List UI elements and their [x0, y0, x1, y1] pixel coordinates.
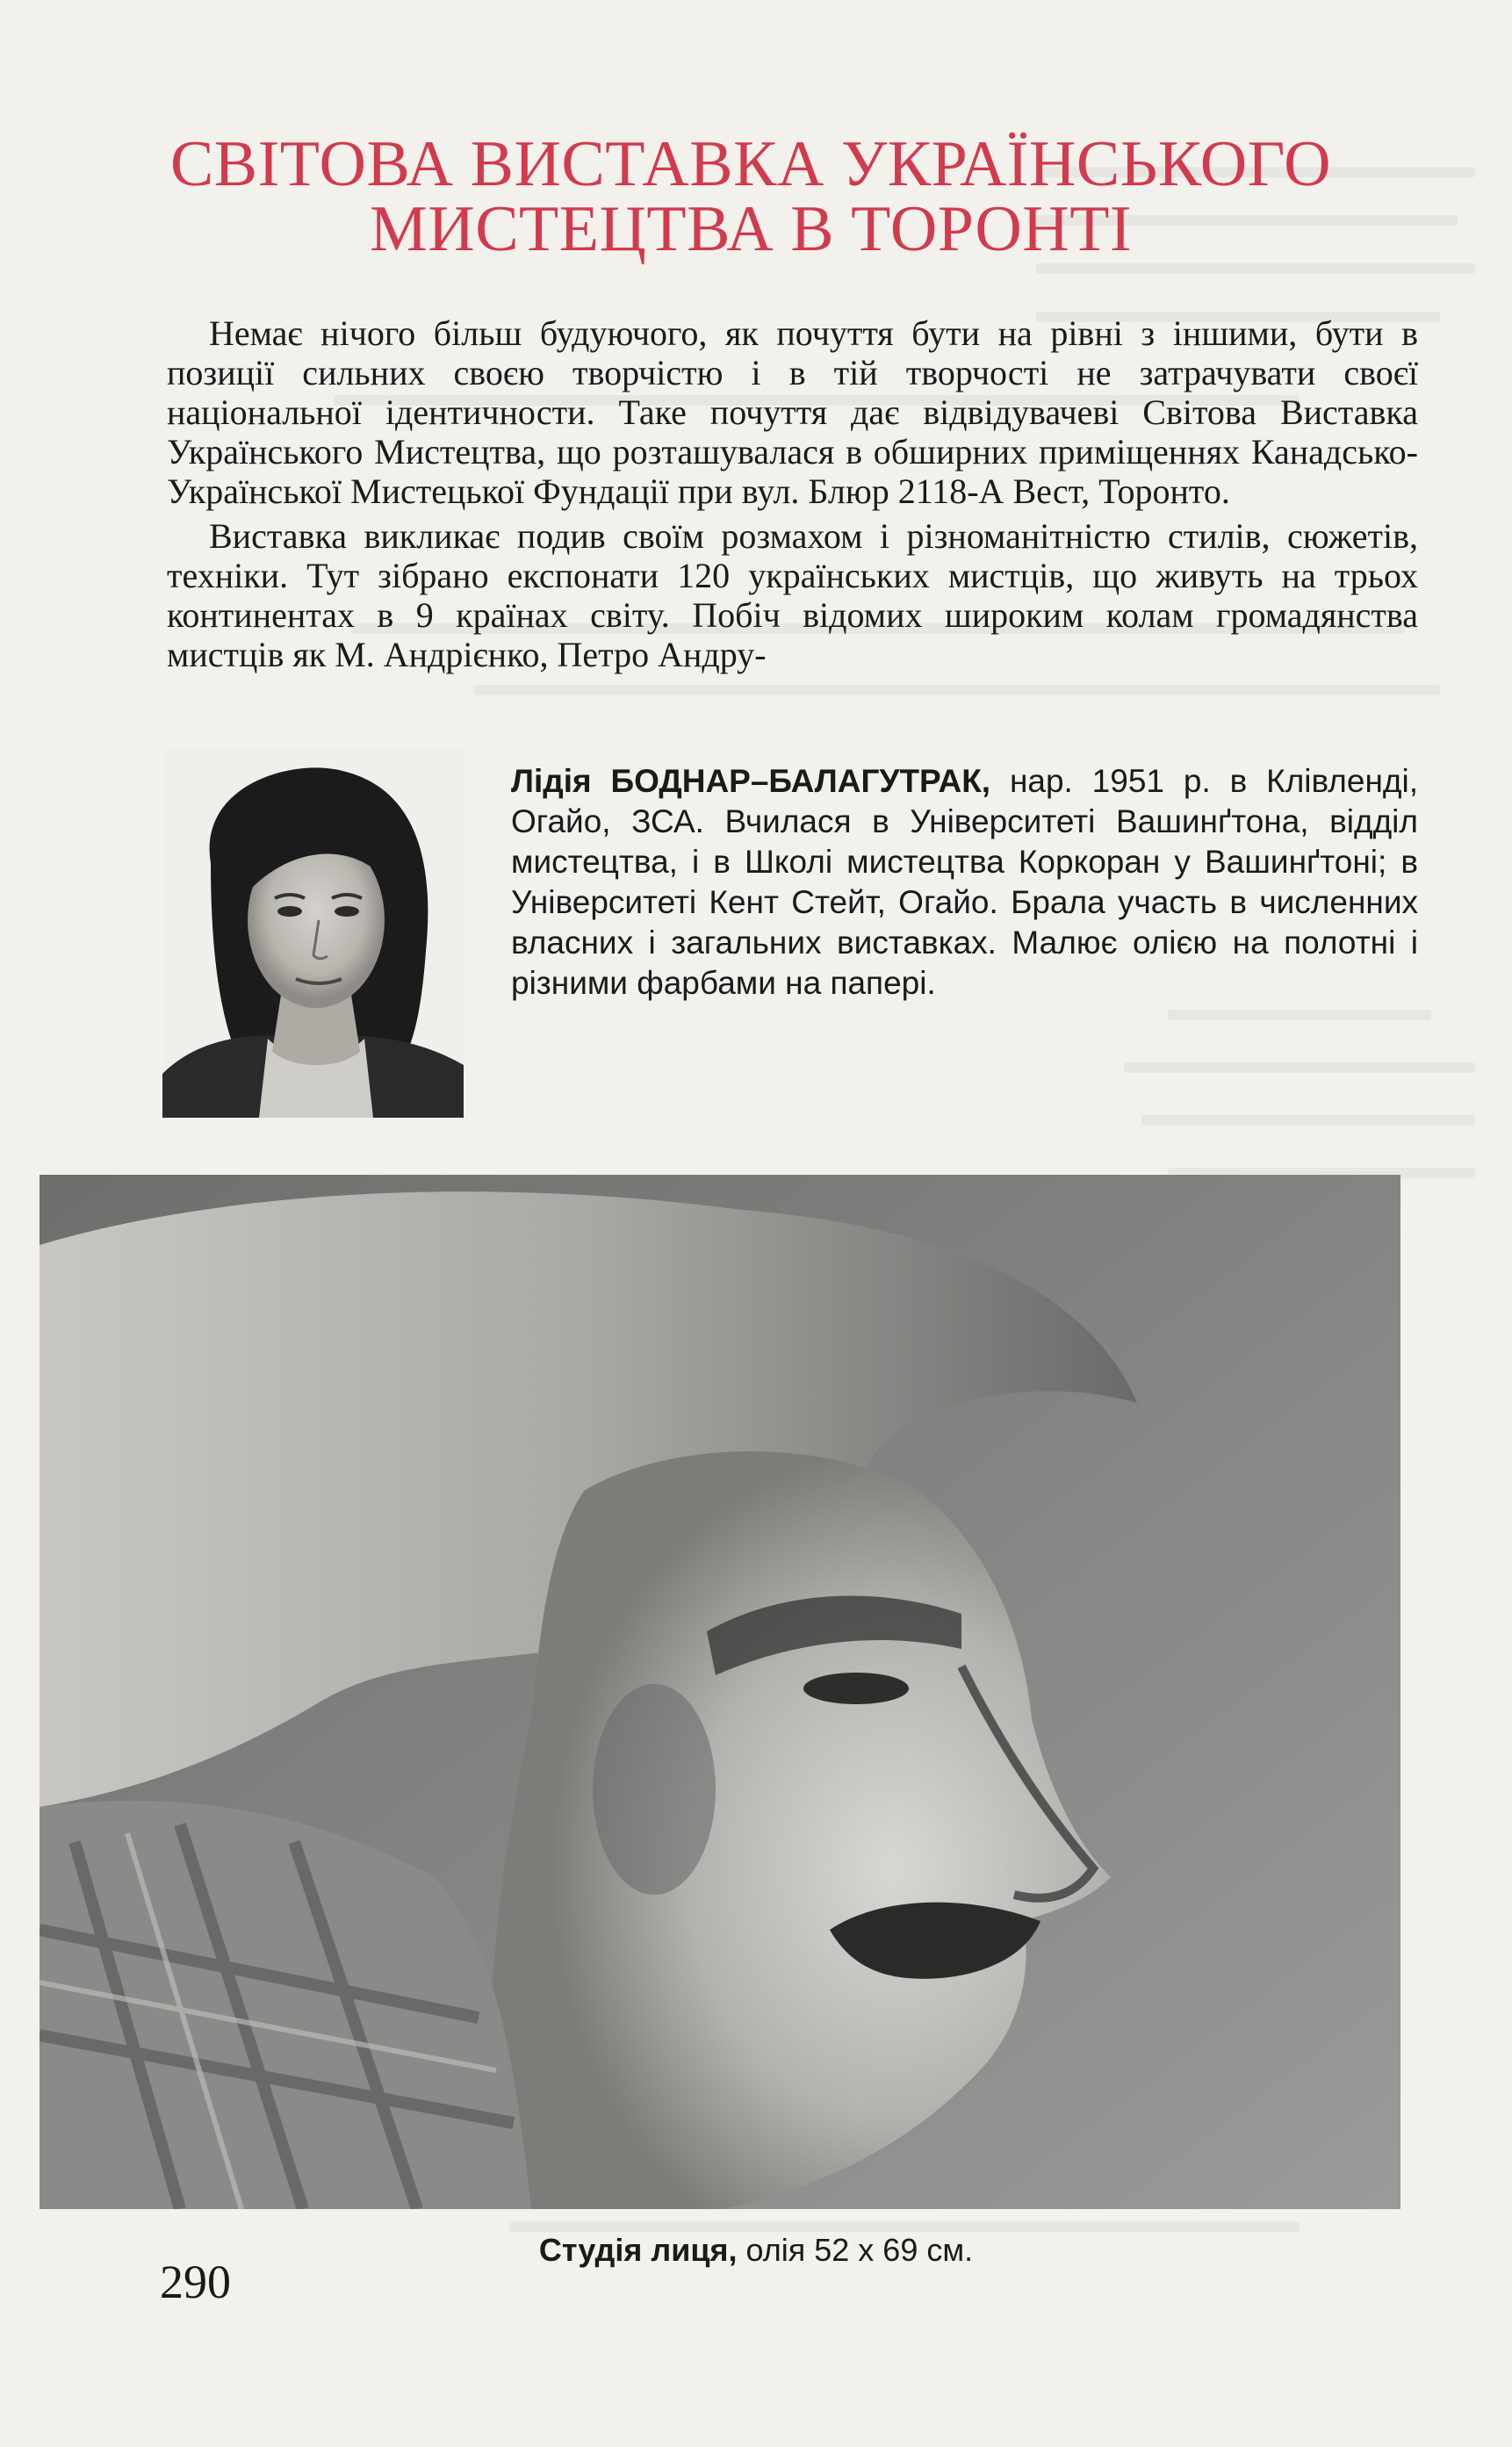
article-paragraph-2: Виставка викликає подив своїм розмахом і різноманітністю стилів, сюжетів, техніки. Тут зібрано експонати 120 українських мистців, що живуть на трьох континентах в 9 країнах світу. Побіч відомих широким колам громадянства мистців як М. Андрієнко, Петро Андру-: [167, 516, 1418, 674]
artist-portrait-photo: [162, 749, 464, 1118]
article-title: [105, 128, 1396, 265]
article-body: [167, 313, 1418, 674]
artist-bio-text: нар. 1951 р. в Клівленді, Огайо, ЗСА. Вчилася в Університеті Вашинґтона, відділ мистецтва, і в Школі мистецтва Коркоран у Вашинґтоні; в Університеті Кент Стейт, Огайо. Брала участь в численних власних і загальних виставках. Малює олією на полотні і різними фарбами на папері.: [511, 763, 1418, 1001]
painting-title: Студія лиця,: [538, 2232, 738, 2268]
title-line-1: СВІТОВА ВИСТАВКА УКРАЇНСЬКОГО: [169, 128, 1332, 200]
title-line-2: МИСТЕЦТВА В ТОРОНТІ: [369, 193, 1133, 265]
painting-reproduction: [40, 1175, 1400, 2209]
page-number: 290: [160, 2256, 231, 2308]
artist-name: Лідія БОДНАР–БАЛАГУТРАК,: [511, 763, 991, 799]
article-paragraph-1: Немає нічого більш будуючого, як почуття бути на рівні з іншими, бути в позиції сильних своєю творчістю і в тій творчості не затрачувати своєї національної ідентичности. Таке почуття дає відвідувачеві Світова Виставка Українського Мистецтва, що розташувалася в обширних приміщеннях Канадсько-Української Мистецької Фундації при вул. Блюр 2118-А Вест, Торонто.: [167, 313, 1418, 511]
artist-bio: [511, 761, 1418, 1004]
painting-details: олія 52 х 69 см.: [737, 2232, 974, 2268]
